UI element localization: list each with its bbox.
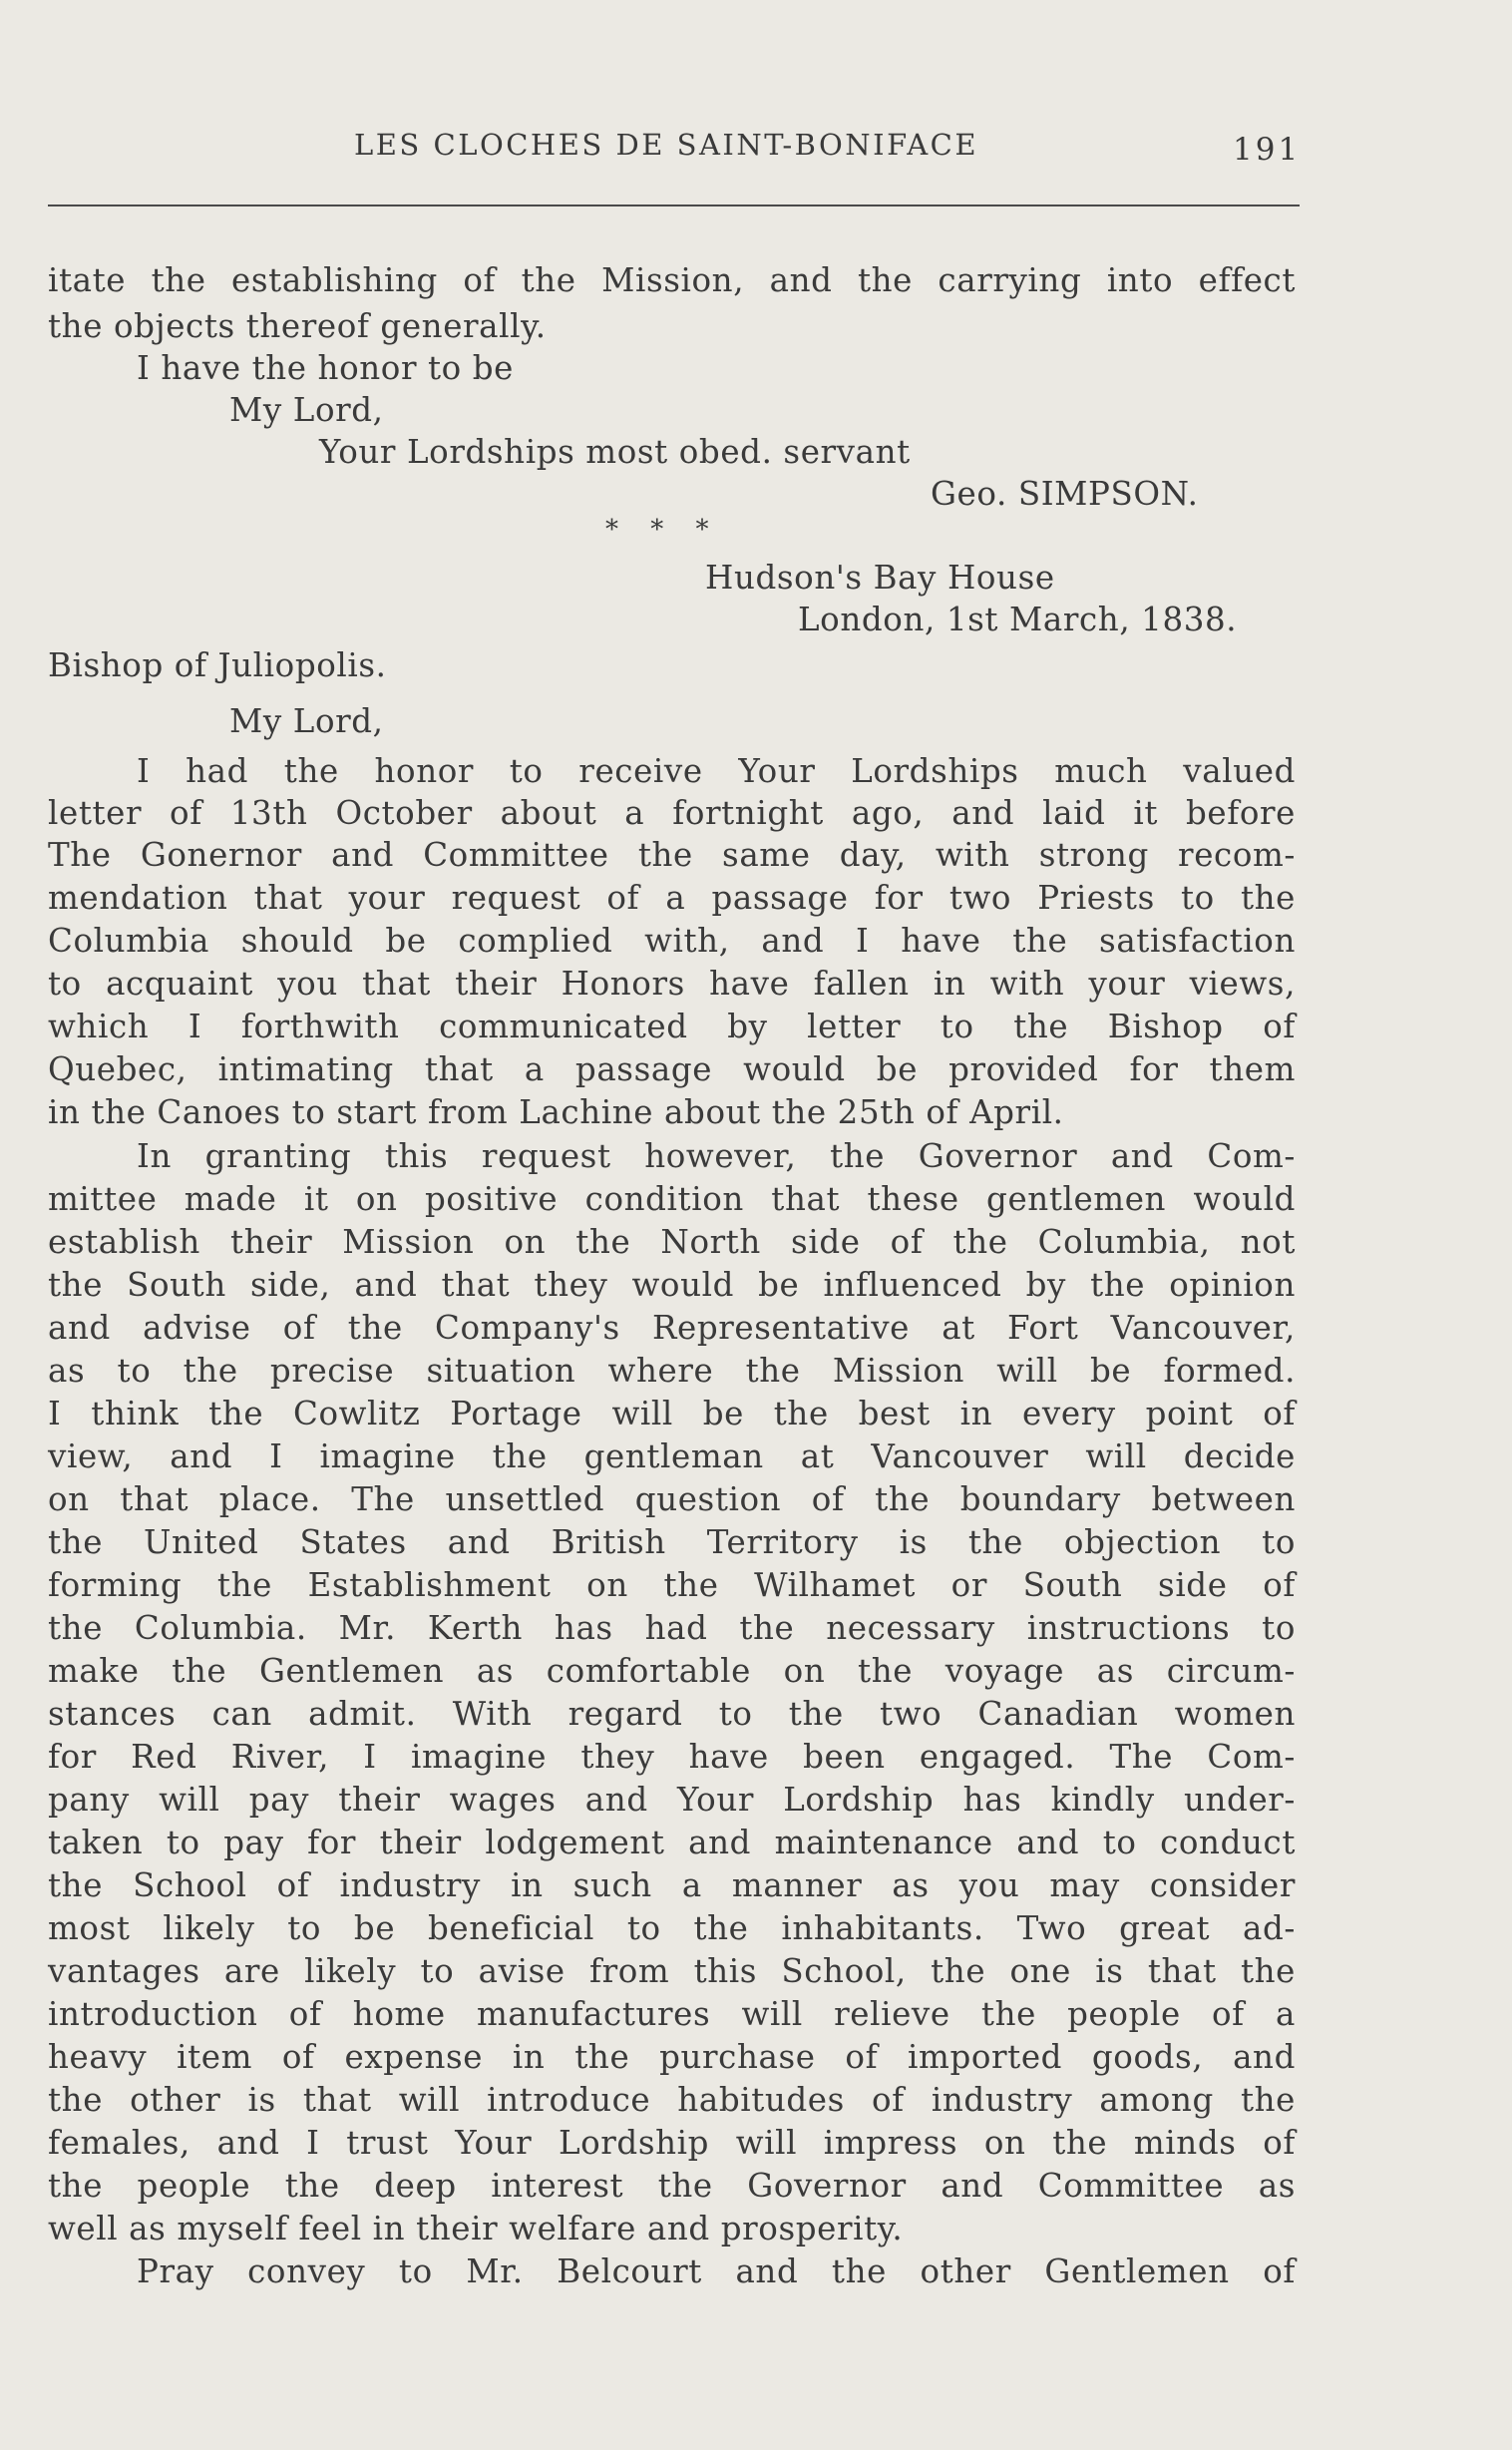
salutation: My Lord, — [229, 702, 384, 740]
text-line: itate the establishing of the Mission, and the carrying into effect — [48, 261, 1296, 299]
text-line: Pray convey to Mr. Belcourt and the other Gentlemen of — [137, 2252, 1296, 2290]
text-line: on that place. The unsettled question of the boundary between — [48, 1480, 1296, 1518]
text-line: the other is that will introduce habitudes of industry among the — [48, 2081, 1296, 2119]
text-line: vantages are likely to avise from this School, the one is that the — [48, 1952, 1296, 1990]
text-line: in the Canoes to start from Lachine about the 25th of April. — [48, 1093, 1064, 1131]
text-line: Quebec, intimating that a passage would be provided for them — [48, 1050, 1296, 1088]
text-line: the Columbia. Mr. Kerth has had the necessary instructions to — [48, 1609, 1296, 1647]
page-header — [0, 128, 1512, 178]
text-line: letter of 13th October about a fortnight ago, and laid it before — [48, 794, 1296, 832]
text-line: heavy item of expense in the purchase of imported goods, and — [48, 2038, 1296, 2076]
text-line: the School of industry in such a manner as you may consider — [48, 1866, 1296, 1904]
text-line: and advise of the Company's Representative at Fort Vancouver, — [48, 1309, 1296, 1347]
text-line: establish their Mission on the North side of the Columbia, not — [48, 1223, 1296, 1261]
text-line: The Gonernor and Committee the same day, with strong recom- — [48, 836, 1296, 874]
text-line: females, and I trust Your Lordship will impress on the minds of — [48, 2124, 1296, 2162]
text-line: make the Gentlemen as comfortable on the voyage as circum- — [48, 1652, 1296, 1690]
text-line: as to the precise situation where the Mission will be formed. — [48, 1352, 1296, 1390]
text-line: stances can admit. With regard to the two Canadian women — [48, 1695, 1296, 1733]
address-line-2: London, 1st March, 1838. — [798, 601, 1238, 638]
section-separator: * * * — [605, 515, 721, 545]
closing-complimentary: Your Lordships most obed. servant — [319, 433, 911, 471]
running-title: LES CLOCHES DE SAINT-BONIFACE — [354, 128, 979, 162]
text-line: In granting this request however, the Governor and Com- — [137, 1137, 1296, 1175]
text-line: for Red River, I imagine they have been engaged. The Com- — [48, 1738, 1296, 1776]
text-line: Columbia should be complied with, and I have the satisfaction — [48, 922, 1296, 960]
closing-salutation: My Lord, — [229, 391, 384, 429]
addressee: Bishop of Juliopolis. — [48, 646, 387, 684]
text-line: the United States and British Territory is the objection to — [48, 1523, 1296, 1561]
address-line-1: Hudson's Bay House — [705, 559, 1055, 597]
text-line: taken to pay for their lodgement and maintenance and to conduct — [48, 1824, 1296, 1861]
text-line: the South side, and that they would be influenced by the opinion — [48, 1266, 1296, 1304]
text-line: I had the honor to receive Your Lordships much valued — [137, 752, 1296, 790]
text-line: mendation that your request of a passage for two Priests to the — [48, 879, 1296, 917]
page-number: 191 — [1233, 132, 1302, 168]
text-line: which I forthwith communicated by letter to the Bishop of — [48, 1008, 1296, 1045]
signature-name: Geo. SIMPSON. — [931, 475, 1199, 513]
text-line: to acquaint you that their Honors have fallen in with your views, — [48, 965, 1296, 1003]
text-line: I think the Cowlitz Portage will be the best in every point of — [48, 1395, 1296, 1432]
text-line: pany will pay their wages and Your Lordship has kindly under- — [48, 1781, 1296, 1819]
text-line: the people the deep interest the Governor and Committee as — [48, 2167, 1296, 2205]
text-line: forming the Establishment on the Wilhamet or South side of — [48, 1566, 1296, 1604]
header-rule — [48, 204, 1300, 206]
text-line: introduction of home manufactures will relieve the people of a — [48, 1995, 1296, 2033]
text-line: well as myself feel in their welfare and prosperity. — [48, 2210, 904, 2247]
text-line: view, and I imagine the gentleman at Vancouver will decide — [48, 1437, 1296, 1475]
text-line: most likely to be beneficial to the inhabitants. Two great ad- — [48, 1909, 1296, 1947]
text-line: mittee made it on positive condition that these gentlemen would — [48, 1180, 1296, 1218]
text-line: the objects thereof generally. — [48, 307, 547, 345]
closing-line: I have the honor to be — [137, 349, 515, 387]
